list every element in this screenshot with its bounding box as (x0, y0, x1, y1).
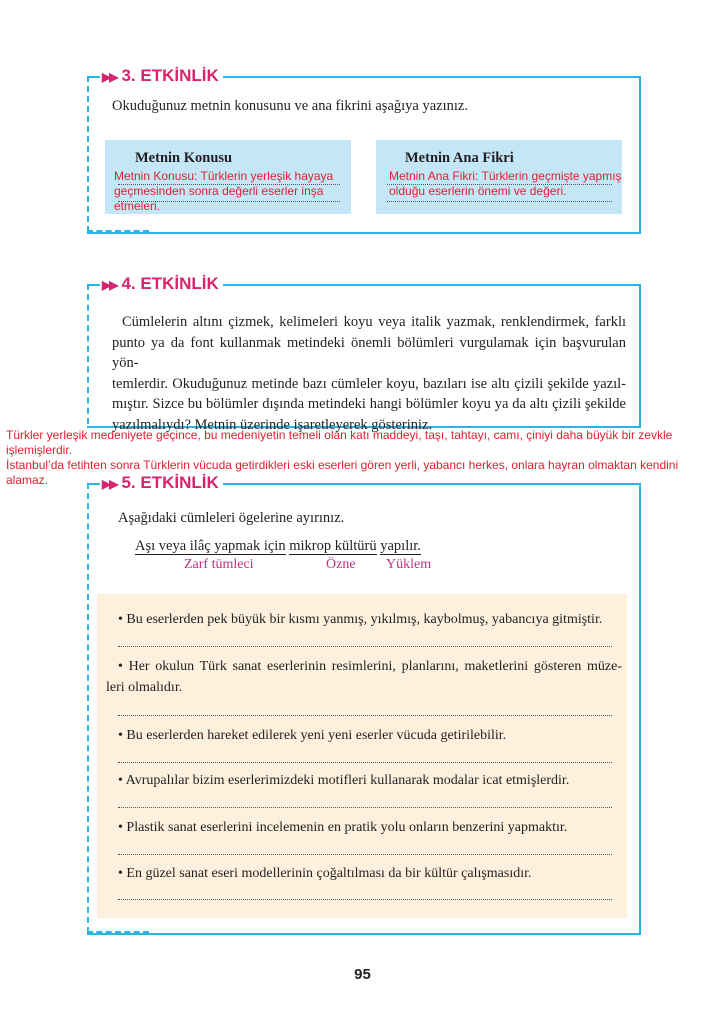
activity4-title: ▶▶ 4. ETKİNLİK (100, 273, 223, 296)
idea-answer: Metnin Ana Fikri: Türklerin geçmişte yapmış olduğu eserlerin önemi ve değeri. (389, 169, 622, 198)
activity4-paragraph: Cümlelerin altını çizmek, kelimeleri koyu veya italik yazmak, renklendirmek, farklı punto ya da font kullanmak metindeki önemli bölümleri vurgulamak için başvurulan yön- temlerdir. Okuduğunuz metinde bazı cümleler koyu, bazıları ise altı çizili şekilde yazıl- mıştır. Sizce bu bölümler dışında metindeki hangi bölümler koyu ya da altı çizili şekilde yazılmalıydı? Metnin üzerinde işaretleyerek gösteriniz. (112, 314, 626, 433)
idea-box-heading: Metnin Ana Fikri (405, 150, 514, 166)
answer-line (118, 715, 612, 716)
list-item-continued: leri olmalıdır. (106, 680, 183, 695)
list-item: • Plastik sanat eserlerini incelemenin en pratik yolu onların benzerini yapmaktır. (118, 820, 568, 835)
answer-line (118, 899, 612, 900)
double-arrow-icon: ▶▶ (102, 477, 117, 491)
activity5-instruction: Aşağıdaki cümleleri ögelerine ayırınız. (118, 510, 345, 526)
example-subject: mikrop kültürü (289, 538, 377, 554)
topic-answer: Metnin Konusu: Türklerin yerleşik hayaya geçmesinden sonra değerli eserler inşa etmeleri. (114, 169, 334, 213)
idea-dotted-line-2 (387, 201, 612, 202)
list-item: • Bu eserlerden hareket edilerek yeni yeni eserler vücuda getirilebilir. (118, 728, 507, 743)
list-item: • Her okulun Türk sanat eserlerinin resimlerini, planlarını, maketlerini gösteren müze- (118, 659, 622, 674)
example-adverbial: Aşı veya ilâç yapmak için (135, 538, 286, 554)
list-item: • En güzel sanat eseri modellerinin çoğaltılması da bir kültür çalışmasıdır. (118, 866, 532, 881)
page-number: 95 (354, 966, 371, 983)
example-predicate: yapılır. (380, 538, 421, 554)
answer-line (118, 646, 612, 647)
topic-box-heading: Metnin Konusu (135, 150, 233, 166)
answer-line (118, 854, 612, 855)
handwritten-annotation: Türkler yerleşik medeniyete geçince, bu medeniyetin temeli olan katı maddeyi, taşı, tahtayı, camı, çiniyi daha büyük bir zevkle işlemişlerdir. İstanbul’da fetihten sonra Türklerin vücuda getirdikleri eski eserleri gören yerli, yabancı herkes, onlara hayran olmaktan kendini alamaz. (6, 428, 679, 487)
activity3-instruction: Okuduğunuz metnin konusunu ve ana fikrini aşağıya yazınız. (112, 98, 468, 114)
example-sentence (135, 536, 421, 557)
answer-line (118, 762, 612, 763)
double-arrow-icon: ▶▶ (102, 278, 117, 292)
list-item: • Bu eserlerden pek büyük bir kısmı yanmış, yıkılmış, kaybolmuş, yabancıya gitmiştir. (118, 612, 603, 627)
label-subject: Özne (326, 557, 356, 572)
activity3-dashed-edge (87, 76, 89, 232)
activity4-dashed-edge (87, 284, 89, 424)
activity5-dashed-bottom (87, 931, 149, 933)
label-predicate: Yüklem (386, 557, 432, 572)
list-item: • Avrupalılar bizim eserlerimizdeki motifleri kullanarak modalar icat etmişlerdir. (118, 773, 570, 788)
activity3-title: ▶▶ 3. ETKİNLİK (100, 65, 223, 88)
label-adverbial: Zarf tümleci (184, 557, 254, 572)
activity5-title: ▶▶ 5. ETKİNLİK (100, 472, 223, 495)
activity3-dashed-bottom (87, 230, 149, 232)
double-arrow-icon: ▶▶ (102, 70, 117, 84)
activity5-dashed-edge (87, 483, 89, 933)
answer-line (118, 807, 612, 808)
